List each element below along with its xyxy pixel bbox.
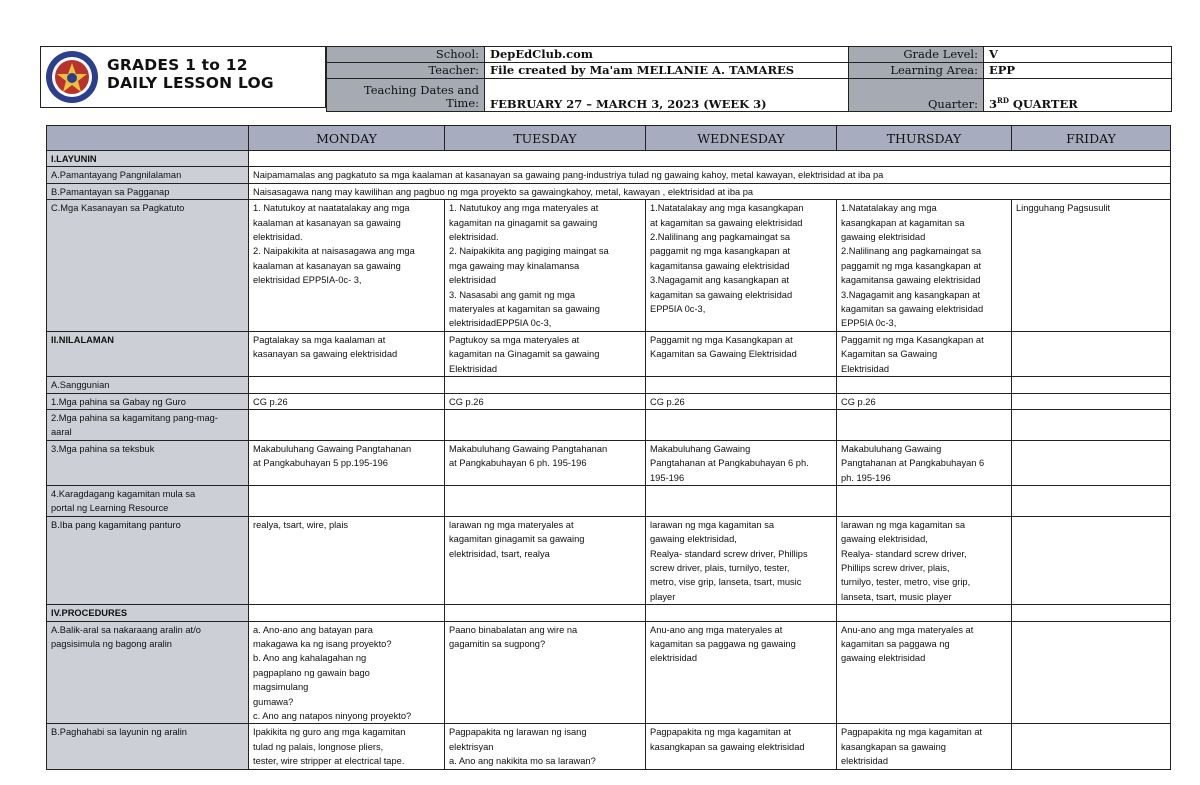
table-cell <box>445 331 646 376</box>
empty-cell <box>837 485 1012 516</box>
cell-line: elektrisidad. <box>449 232 499 243</box>
quarter-label: Quarter: <box>849 79 984 112</box>
cell-line: EPP5IA 0c-3, <box>841 318 897 329</box>
table-cell <box>1012 200 1171 332</box>
table-row <box>47 621 1171 724</box>
cell-line: portal ng Learning Resource <box>51 503 169 514</box>
table-cell: CG p.26 <box>646 393 837 409</box>
table-row <box>47 183 1171 199</box>
table-cell <box>445 440 646 485</box>
cell-line: 3. Nasasabi ang gamit ng mga <box>449 289 576 300</box>
column-thursday: THURSDAY <box>837 126 1012 151</box>
cell-line: Elektrisidad <box>449 363 498 374</box>
day-header-row <box>47 126 1171 151</box>
cell-line: kaalaman at kasanayan sa gawaing <box>253 217 401 228</box>
table-cell <box>1012 393 1171 409</box>
cell-line: kaalaman at kasanayan sa gawaing <box>253 260 401 271</box>
table-cell <box>837 516 1012 604</box>
table-cell: CG p.26 <box>249 393 445 409</box>
empty-cell <box>249 485 445 516</box>
cell-line: 2. Naipakikita at naisasagawa ang mga <box>253 246 415 257</box>
empty-cell <box>646 409 837 440</box>
cell-line: Elektrisidad <box>841 363 890 374</box>
cell-line: b. Ano ang kahalagahan ng <box>253 653 367 664</box>
cell-line: 2.Nalilinang ang pagkamaingat sa <box>650 232 791 243</box>
cell-line: elektrisidadEPP5IA 0c-3, <box>449 318 552 329</box>
row-label: A.Sanggunian <box>47 377 249 393</box>
cell-line: Paggamit ng mga Kasangkapan at <box>650 334 793 345</box>
empty-cell <box>445 605 646 621</box>
cell-line: kagamitan sa paggawa ng gawaing <box>650 639 796 649</box>
table-cell <box>646 724 837 769</box>
table-cell: CG p.26 <box>837 393 1012 409</box>
cell-line: pagpaplano ng gawain bago <box>253 667 370 678</box>
table-cell <box>249 724 445 769</box>
dates-value: FEBRUARY 27 – MARCH 3, 2023 (WEEK 3) <box>485 79 849 112</box>
teacher-value: File created by Ma'am MELLANIE A. TAMARES <box>485 63 849 79</box>
cell-line: makagawa ka ng isang proyekto? <box>253 639 392 649</box>
cell-line: materyales at kagamitan sa gawaing <box>449 304 600 315</box>
table-cell <box>1012 621 1171 724</box>
cell-line: 4.Karagdagang kagamitan mula sa <box>51 488 196 499</box>
cell-line: kagamitan sa paggawa ng <box>841 639 950 649</box>
table-cell <box>249 200 445 332</box>
cell-line: gagamitin sa sugpong? <box>449 639 546 649</box>
cell-line: kagamitansa gawaing elektrisidad <box>650 260 790 271</box>
cell-line: 2.Nalilinang ang pagkamaingat sa <box>841 246 982 257</box>
corner-cell <box>47 126 249 151</box>
row-value: Naisasagawa nang may kawilihan ang pagbuo ng mga proyekto sa gawaingkahoy, metal, kawayan , elektrisidad at iba pa <box>249 183 1171 199</box>
cell-line: screw driver, plais, turnilyo, tester, <box>650 562 790 573</box>
cell-line: elektrisidad EPP5IA-0c- 3, <box>253 275 362 286</box>
table-cell <box>837 621 1012 724</box>
title-line-1: GRADES 1 to 12 <box>107 56 248 74</box>
table-cell: CG p.26 <box>445 393 646 409</box>
cell-line: Pagtukoy sa mga materyales at <box>449 334 580 345</box>
cell-line: Ipakikita ng guro ang mga kagamitan <box>253 727 406 738</box>
empty-cell <box>445 485 646 516</box>
cell-line: Pangtahanan at Pangkabuhayan 6 <box>841 458 985 469</box>
table-cell <box>445 724 646 769</box>
dates-label <box>327 79 485 112</box>
quarter-value <box>984 79 1172 112</box>
quarter-text: QUARTER <box>1008 97 1078 111</box>
cell-line: Anu-ano ang mga materyales at <box>650 624 783 635</box>
cell-line: Makabuluhang Gawaing <box>841 443 942 454</box>
cell-line: a. Ano-ano ang batayan para <box>253 624 373 635</box>
cell-line: Lingguhang Pagsusulit <box>1016 203 1111 214</box>
row-label: I.LAYUNIN <box>47 151 249 167</box>
quarter-sup: RD <box>997 96 1009 106</box>
cell-line: kasanayan sa gawaing elektrisidad <box>253 349 398 360</box>
cell-line: gawaing elektrisidad <box>841 232 926 243</box>
cell-line: elektrisidad <box>650 653 698 664</box>
table-row <box>47 151 1171 167</box>
column-friday: FRIDAY <box>1012 126 1171 151</box>
cell-line: a. Ano ang nakikita mo sa larawan? <box>449 756 596 767</box>
cell-line: gumawa? <box>253 696 294 707</box>
table-row <box>47 393 1171 409</box>
cell-line: at kagamitan sa gawaing elektrisidad <box>650 217 803 228</box>
table-row <box>47 516 1171 604</box>
column-monday: MONDAY <box>249 126 445 151</box>
table-cell <box>249 331 445 376</box>
cell-line: Pagpapakita ng mga kagamitan at <box>650 727 792 738</box>
table-cell <box>1012 724 1171 769</box>
table-cell <box>445 621 646 724</box>
title-line-2: DAILY LESSON LOG <box>107 74 274 92</box>
cell-line: 3.Nagagamit ang kasangkapan at <box>841 289 981 300</box>
cell-line: kagamitan na Ginagamit sa gawaing <box>449 349 600 360</box>
empty-cell <box>249 377 445 393</box>
cell-line: kagamitan na ginagamit sa gawaing <box>449 217 598 228</box>
empty-cell <box>1012 409 1171 440</box>
cell-line: at Pangkabuhayan 6 ph. 195-196 <box>449 458 587 469</box>
row-label <box>47 621 249 724</box>
cell-line: EPP5IA 0c-3, <box>650 304 706 315</box>
cell-line: elektrisidad <box>841 756 889 767</box>
empty-cell <box>1012 605 1171 621</box>
cell-line: larawan ng mga kagamitan sa <box>650 519 775 530</box>
cell-line: kasangkapan sa gawaing elektrisidad <box>650 741 805 752</box>
empty-cell <box>837 409 1012 440</box>
table-cell <box>445 516 646 604</box>
row-label <box>47 409 249 440</box>
table-cell <box>646 440 837 485</box>
cell-line: elektrisidad. <box>253 232 303 243</box>
cell-line: 1.Natatalakay ang mga kasangkapan <box>650 203 804 214</box>
learning-area-value: EPP <box>984 63 1172 79</box>
cell-line: Kagamitan sa Gawaing Elektrisidad <box>650 349 797 360</box>
empty-cell <box>646 485 837 516</box>
table-row <box>47 167 1171 183</box>
cell-line: lanseta, tsart, music player <box>841 591 952 602</box>
cell-line: Pagpapakita ng larawan ng isang <box>449 727 587 738</box>
row-label: C.Mga Kasanayan sa Pagkatuto <box>47 200 249 332</box>
empty-cell <box>249 151 1171 167</box>
cell-line: aaral <box>51 427 72 438</box>
cell-line: elektrisyan <box>449 741 494 752</box>
table-cell <box>1012 440 1171 485</box>
header-info-table <box>326 46 1172 112</box>
row-label: B.Paghahabi sa layunin ng aralin <box>47 724 249 769</box>
school-label: School: <box>327 47 485 63</box>
cell-line: Phillips screw driver, plais, <box>841 562 950 573</box>
cell-line: Pangtahanan at Pangkabuhayan 6 ph. <box>650 458 809 469</box>
table-cell <box>249 440 445 485</box>
empty-cell <box>646 605 837 621</box>
cell-line: 2.Mga pahina sa kagamitang pang-mag- <box>51 412 218 423</box>
table-cell <box>249 621 445 724</box>
cell-line: 195-196 <box>650 472 685 483</box>
cell-line: Paano binabalatan ang wire na <box>449 624 578 635</box>
cell-line: Realya- standard screw driver, Phillips <box>650 548 808 559</box>
cell-line: tulad ng palais, longnose pliers, <box>253 741 384 752</box>
deped-seal-icon <box>45 50 99 104</box>
column-tuesday: TUESDAY <box>445 126 646 151</box>
table-cell <box>646 200 837 332</box>
row-label: B.Pamantayan sa Pagganap <box>47 183 249 199</box>
cell-line: A.Balik-aral sa nakaraang aralin at/o <box>51 624 201 635</box>
row-label: IV.PROCEDURES <box>47 605 249 621</box>
cell-line: elektrisidad, tsart, realya <box>449 548 550 559</box>
cell-line: 2. Naipakikita ang pagiging maingat sa <box>449 246 609 257</box>
header-title-box <box>40 46 326 108</box>
table-cell <box>837 724 1012 769</box>
cell-line: Anu-ano ang mga materyales at <box>841 624 974 635</box>
cell-line: Pagtalakay sa mga kaalaman at <box>253 334 386 345</box>
cell-line: larawan ng mga kagamitan sa <box>841 519 966 530</box>
column-wednesday: WEDNESDAY <box>646 126 837 151</box>
cell-line: larawan ng mga materyales at <box>449 519 574 530</box>
empty-cell <box>249 409 445 440</box>
cell-line: at Pangkabuhayan 5 pp.195-196 <box>253 458 388 469</box>
cell-line: Makabuluhang Gawaing Pangtahanan <box>253 443 412 454</box>
table-cell <box>837 200 1012 332</box>
row-label: 1.Mga pahina sa Gabay ng Guro <box>47 393 249 409</box>
empty-cell <box>1012 377 1171 393</box>
table-cell <box>837 440 1012 485</box>
cell-line: Makabuluhang Gawaing <box>650 443 751 454</box>
row-label <box>47 485 249 516</box>
cell-line: turnilyo, tester, metro, vise grip, <box>841 577 971 588</box>
table-row <box>47 485 1171 516</box>
table-cell <box>1012 331 1171 376</box>
cell-line: gawaing elektrisidad <box>841 653 926 664</box>
table-cell <box>646 331 837 376</box>
row-label: B.Iba pang kagamitang panturo <box>47 516 249 604</box>
cell-line: pagsisimula ng bagong aralin <box>51 639 172 649</box>
cell-line: Kagamitan sa Gawaing <box>841 349 938 360</box>
table-row <box>47 200 1171 332</box>
grade-level-value: V <box>984 47 1172 63</box>
cell-line: ph. 195-196 <box>841 472 891 483</box>
cell-line: kasangkapan sa gawaing <box>841 741 946 752</box>
table-cell <box>837 331 1012 376</box>
cell-line: paggamit ng mga kasangkapan at <box>650 246 791 257</box>
empty-cell <box>445 377 646 393</box>
cell-line: Realya- standard screw driver, <box>841 548 967 559</box>
cell-line: gawaing elektrisidad, <box>841 534 928 545</box>
row-label: II.NILALAMAN <box>47 331 249 376</box>
empty-cell <box>837 605 1012 621</box>
cell-line: 1.Natatalakay ang mga <box>841 203 937 214</box>
table-row <box>47 331 1171 376</box>
cell-line: gawaing elektrisidad, <box>650 534 737 545</box>
cell-line: metro, vise grip, lanseta, tsart, music <box>650 577 802 588</box>
empty-cell <box>445 409 646 440</box>
empty-cell <box>1012 485 1171 516</box>
quarter-num: 3 <box>989 97 998 111</box>
cell-line: Pagpapakita ng mga kagamitan at <box>841 727 983 738</box>
cell-line: paggamit ng mga kasangkapan at <box>841 260 982 271</box>
cell-line: mga gawaing may kinalamansa <box>449 260 580 271</box>
cell-line: realya, tsart, wire, plais <box>253 519 349 530</box>
cell-line: Makabuluhang Gawaing Pangtahanan <box>449 443 608 454</box>
cell-line: kagamitan ginagamit sa gawaing <box>449 534 585 545</box>
teacher-label: Teacher: <box>327 63 485 79</box>
table-cell <box>249 516 445 604</box>
empty-cell <box>646 377 837 393</box>
learning-area-label: Learning Area: <box>849 63 984 79</box>
table-row <box>47 605 1171 621</box>
cell-line: magsimulang <box>253 682 309 693</box>
table-cell <box>1012 516 1171 604</box>
table-row <box>47 440 1171 485</box>
cell-line: c. Ano ang natapos ninyong proyekto? <box>253 711 412 722</box>
cell-line: player <box>650 591 676 602</box>
cell-line: kasangkapan at kagamitan sa <box>841 217 965 228</box>
cell-line: 3.Nagagamit ang kasangkapan at <box>650 275 790 286</box>
cell-line: elektrisidad <box>449 275 497 286</box>
lesson-log-table <box>46 125 1171 770</box>
table-cell <box>445 200 646 332</box>
page-title <box>107 56 274 92</box>
table-cell <box>646 516 837 604</box>
cell-line: kagamitan sa gawaing elektrisidad <box>650 289 793 300</box>
table-row <box>47 724 1171 769</box>
table-cell <box>646 621 837 724</box>
cell-line: 1. Natutukoy ang mga materyales at <box>449 203 599 214</box>
cell-line: tester, wire stripper at electrical tape. <box>253 756 405 767</box>
table-row <box>47 409 1171 440</box>
school-value: DepEdClub.com <box>485 47 849 63</box>
cell-line: kagamitansa gawaing elektrisidad <box>841 275 981 286</box>
row-label: 3.Mga pahina sa teksbuk <box>47 440 249 485</box>
grade-level-label: Grade Level: <box>849 47 984 63</box>
row-value: Naipamamalas ang pagkatuto sa mga kaalaman at kasanayan sa gawaing pang-industriya tulad ng gawaing kahoy, metal kawayan, elektrisidad at iba pa <box>249 167 1171 183</box>
cell-line: 1. Natutukoy at naatatalakay ang mga <box>253 203 410 214</box>
dates-label-line-2: Time: <box>446 96 479 110</box>
dates-label-line-1: Teaching Dates and <box>363 83 479 97</box>
cell-line: kagamitan sa gawaing elektrisidad <box>841 304 984 315</box>
row-label: A.Pamantayang Pangnilalaman <box>47 167 249 183</box>
table-row <box>47 377 1171 393</box>
empty-cell <box>837 377 1012 393</box>
empty-cell <box>249 605 445 621</box>
cell-line: Paggamit ng mga Kasangkapan at <box>841 334 984 345</box>
